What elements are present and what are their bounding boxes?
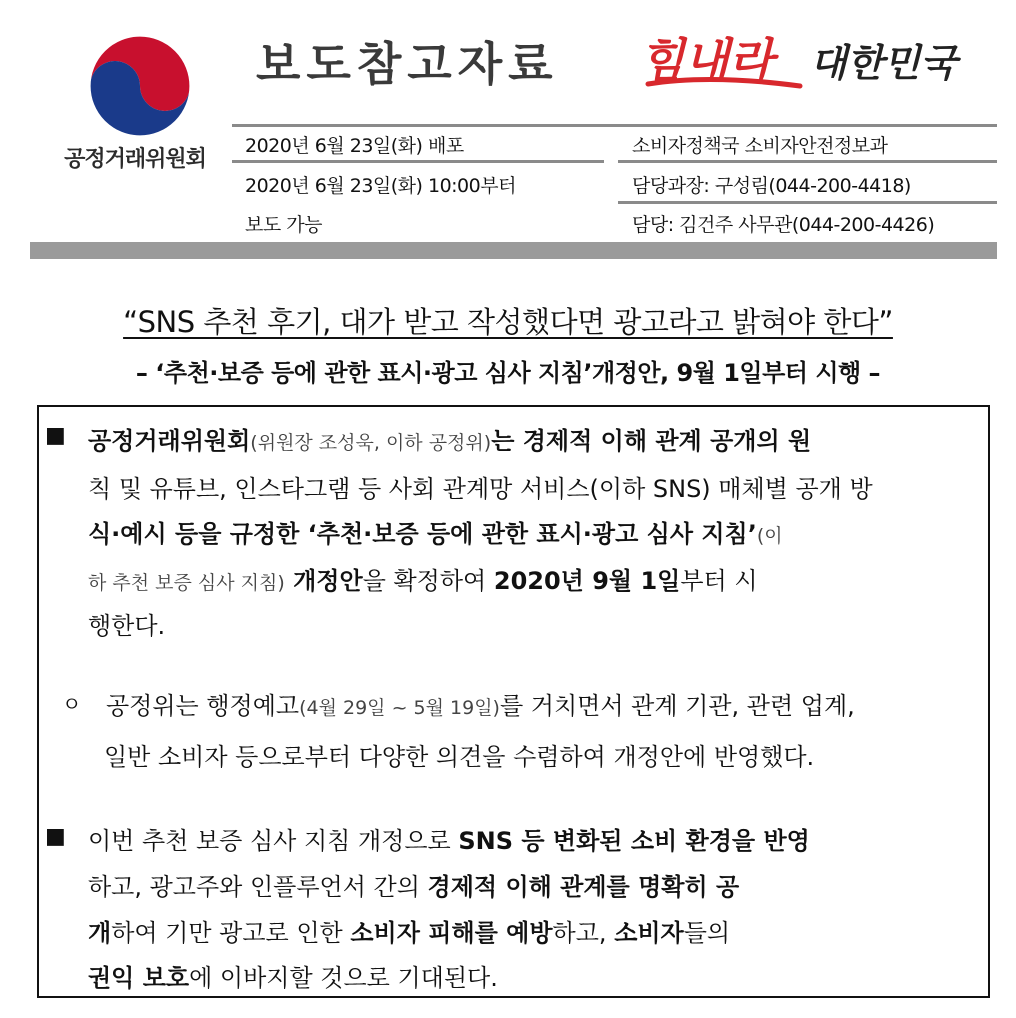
paragraph-1-line-2: 칙 및 유튜브, 인스타그램 등 사회 관계망 서비스(이하 SNS) 매체별 공개 방 xyxy=(88,475,873,503)
circle-bullet: ㅇ xyxy=(62,692,82,716)
department: 소비자정책국 소비자안전정보과 xyxy=(632,135,888,157)
text-segment: (4월 29일 ~ 5월 19일) xyxy=(299,697,500,719)
paragraph-3-line-2 xyxy=(88,867,739,902)
government-emblem-icon xyxy=(88,34,192,138)
text-segment: 하고, 광고주와 인플루언서 간의 xyxy=(88,873,428,901)
paragraph-3-line-4 xyxy=(88,958,498,993)
paragraph-1-line-5: 행한다. xyxy=(88,612,166,640)
text-segment: 개정안 xyxy=(284,567,363,595)
paragraph-1-line-1 xyxy=(88,421,811,456)
text-segment: 개 xyxy=(88,919,112,947)
svg-text:힘내라: 힘내라 xyxy=(640,33,774,87)
text-segment: 하고, xyxy=(552,919,615,947)
text-segment: 공정위는 행정예고 xyxy=(106,692,300,720)
text-segment: 부터 시 xyxy=(680,567,758,595)
paragraph-1-line-3 xyxy=(88,514,783,549)
staff-contact: 담당: 김건주 사무관(044-200-4426) xyxy=(632,214,935,236)
svg-text:대한민국: 대한민국 xyxy=(810,41,957,85)
text-segment: 이번 추천 보증 심사 지침 개정으로 xyxy=(88,827,459,855)
text-segment: 권익 보호 xyxy=(88,964,190,992)
text-segment: 소비자 피해를 예방 xyxy=(350,919,553,947)
text-segment: (위원장 조성욱, 이하 공정위) xyxy=(250,432,492,454)
text-segment: 공정거래위원회 xyxy=(88,427,251,455)
square-bullet: ■ xyxy=(45,824,66,849)
info-rule-right-2 xyxy=(618,201,997,204)
embargo-line-2: 보도 가능 xyxy=(245,214,322,236)
manager-contact: 담당과장: 구성림(044-200-4418) xyxy=(632,175,911,197)
subheadline: – ‘추천·보증 등에 관한 표시·광고 심사 지침’개정안, 9월 1일부터 시행 – xyxy=(135,359,881,387)
text-segment: 에 이바지할 것으로 기대된다. xyxy=(189,964,498,992)
text-segment: 하 추천 보증 심사 지침) xyxy=(88,572,285,594)
text-segment: 경제적 이해 관계 공개의 원 xyxy=(522,427,812,455)
info-rule-top xyxy=(232,124,997,127)
text-segment: 는 xyxy=(491,427,523,455)
text-segment: 들의 xyxy=(683,919,731,947)
text-segment: 하여 기만 광고로 인한 xyxy=(111,919,351,947)
header-divider-bar xyxy=(30,242,997,259)
text-segment: 을 확정하여 xyxy=(362,567,494,595)
info-rule-right-1 xyxy=(618,160,997,163)
text-segment: 를 거치면서 관계 기관, 관련 업계, xyxy=(499,692,855,720)
text-segment: 2020년 9월 1일 xyxy=(493,567,681,595)
text-segment: 경제적 이해 관계를 명확히 공 xyxy=(427,873,740,901)
embargo-line-1: 2020년 6월 23일(화) 10:00부터 xyxy=(245,175,516,197)
paragraph-3-line-3 xyxy=(88,913,730,948)
square-bullet: ■ xyxy=(45,423,66,448)
text-segment: 식·예시 등을 규정한 ‘추천·보증 등에 관한 표시·광고 심사 지침’ xyxy=(88,520,757,548)
paragraph-1-line-4 xyxy=(88,561,758,596)
paragraph-3-line-1 xyxy=(88,821,810,856)
info-rule-left-1 xyxy=(232,160,604,163)
release-date: 2020년 6월 23일(화) 배포 xyxy=(245,135,464,157)
headline: “SNS 추천 후기, 대가 받고 작성했다면 광고라고 밝혀야 한다” xyxy=(123,305,893,339)
document-title: 보도참고자료 xyxy=(256,37,559,91)
paragraph-2-line-2: 일반 소비자 등으로부터 다양한 의견을 수렴하여 개정안에 반영했다. xyxy=(104,743,815,771)
text-segment: (이 xyxy=(756,525,783,547)
paragraph-2-line-1 xyxy=(106,686,855,721)
organization-name: 공정거래위원회 xyxy=(64,147,206,172)
slogan-logo xyxy=(640,14,970,104)
text-segment: 소비자 xyxy=(614,919,684,947)
text-segment: SNS 등 변화된 소비 환경을 반영 xyxy=(458,827,810,855)
